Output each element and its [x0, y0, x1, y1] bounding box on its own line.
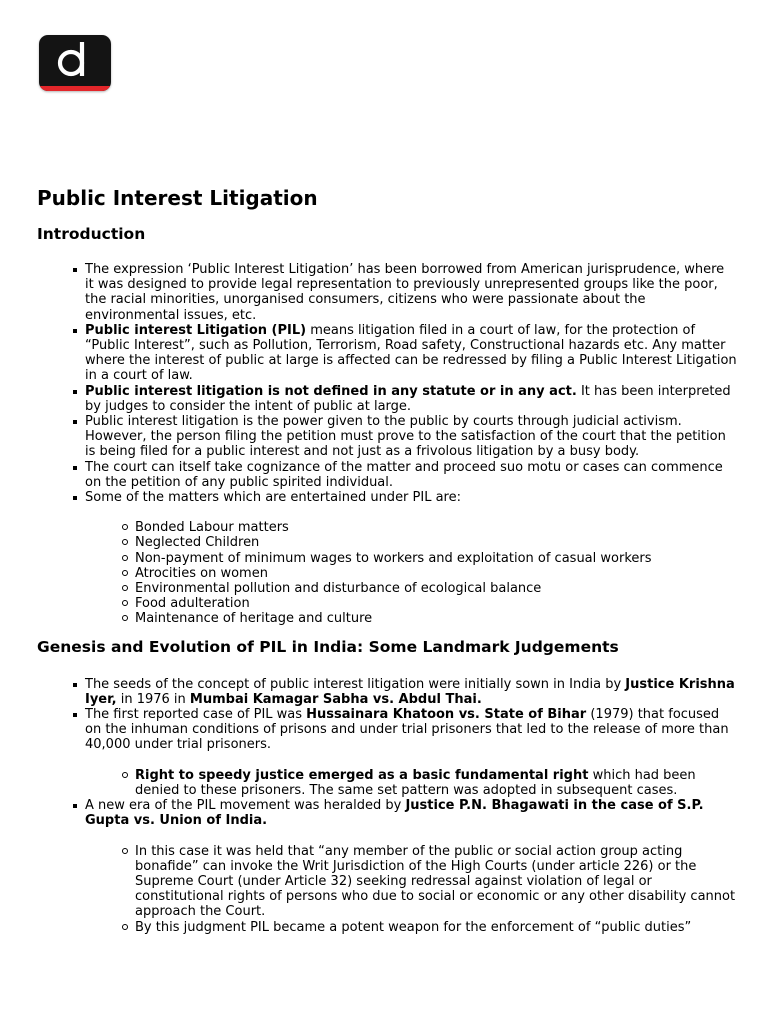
logo-accent-bar [39, 86, 111, 91]
genesis-list-b [85, 798, 737, 828]
d-letter-icon [39, 35, 111, 91]
list-item: In this case it was held that “any member of the public or social action group acting bonafide” can invoke the Writ Jurisdiction of the High Courts (under article 226) or the Supreme Court (under Article 32) seeking redressal against violation of legal or constitutional rights of persons who due to social or economic or any other disability cannot approach the Court. [135, 843, 736, 920]
list-item: The court can itself take cognizance of the matter and proceed suo motu or cases can commence on the petition of any public spirited individual. [85, 460, 737, 490]
list-item: Some of the matters which are entertained under PIL are: [85, 490, 737, 505]
list-item: Non-payment of minimum wages to workers and exploitation of casual workers [135, 551, 737, 566]
list-item: Right to speedy justice emerged as a basic fundamental right which had been denied to these prisoners. The same set pattern was adopted in subsequent cases. [135, 768, 737, 798]
list-item: By this judgment PIL became a potent weapon for the enforcement of “public duties” [135, 920, 737, 935]
list-item: Neglected Children [135, 535, 737, 550]
intro-list [85, 262, 737, 505]
list-item: Environmental pollution and disturbance of ecological balance [135, 581, 737, 596]
list-item: The seeds of the concept of public interest litigation were initially sown in India by Justice Krishna Iyer, in 1976 in Mumbai Kamagar Sabha vs. Abdul Thai. [85, 677, 737, 707]
list-item: The first reported case of PIL was Hussainara Khatoon vs. State of Bihar (1979) that focused on the inhuman conditions of prisons and under trial prisoners that led to the release of more than 40,000 under trial prisoners. [85, 707, 737, 753]
list-item: Bonded Labour matters [135, 520, 737, 535]
section-heading-genesis: Genesis and Evolution of PIL in India: Some Landmark Judgements [37, 637, 619, 656]
genesis-list-a [85, 677, 737, 753]
list-item: Public interest litigation is the power given to the public by courts through judicial activism. However, the person filing the petition must prove to the satisfaction of the court that the petition is being filed for a public interest and not just as a frivolous litigation by a busy body. [85, 414, 737, 460]
matters-list [135, 520, 737, 626]
section-heading-introduction: Introduction [37, 225, 146, 243]
document-body [37, 186, 737, 935]
d-logo[interactable] [39, 35, 111, 91]
list-item: Maintenance of heritage and culture [135, 611, 737, 626]
list-item: Atrocities on women [135, 566, 737, 581]
list-item: Food adulteration [135, 596, 737, 611]
list-item: A new era of the PIL movement was heralded by Justice P.N. Bhagawati in the case of S.P. Gupta vs. Union of India. [85, 798, 737, 828]
speedy-justice-list [135, 768, 737, 798]
list-item: Public interest litigation is not defined in any statute or in any act. It has been interpreted by judges to consider the intent of public at large. [85, 384, 737, 414]
page-title: Public Interest Litigation [37, 186, 318, 210]
list-item: Public interest Litigation (PIL) means litigation filed in a court of law, for the protection of “Public Interest”, such as Pollution, Terrorism, Road safety, Constructional hazards etc. Any matter where the interest of public at large is affected can be redressed by filing a Public Interest Litigation in a court of law. [85, 322, 737, 384]
list-item: The expression ‘Public Interest Litigation’ has been borrowed from American jurisprudence, where it was designed to provide legal representation to previously unrepresented groups like the poor, the racial minorities, unorganised consumers, citizens who were passionate about the environmental issues, etc. [85, 262, 737, 323]
gupta-case-list [135, 844, 737, 935]
